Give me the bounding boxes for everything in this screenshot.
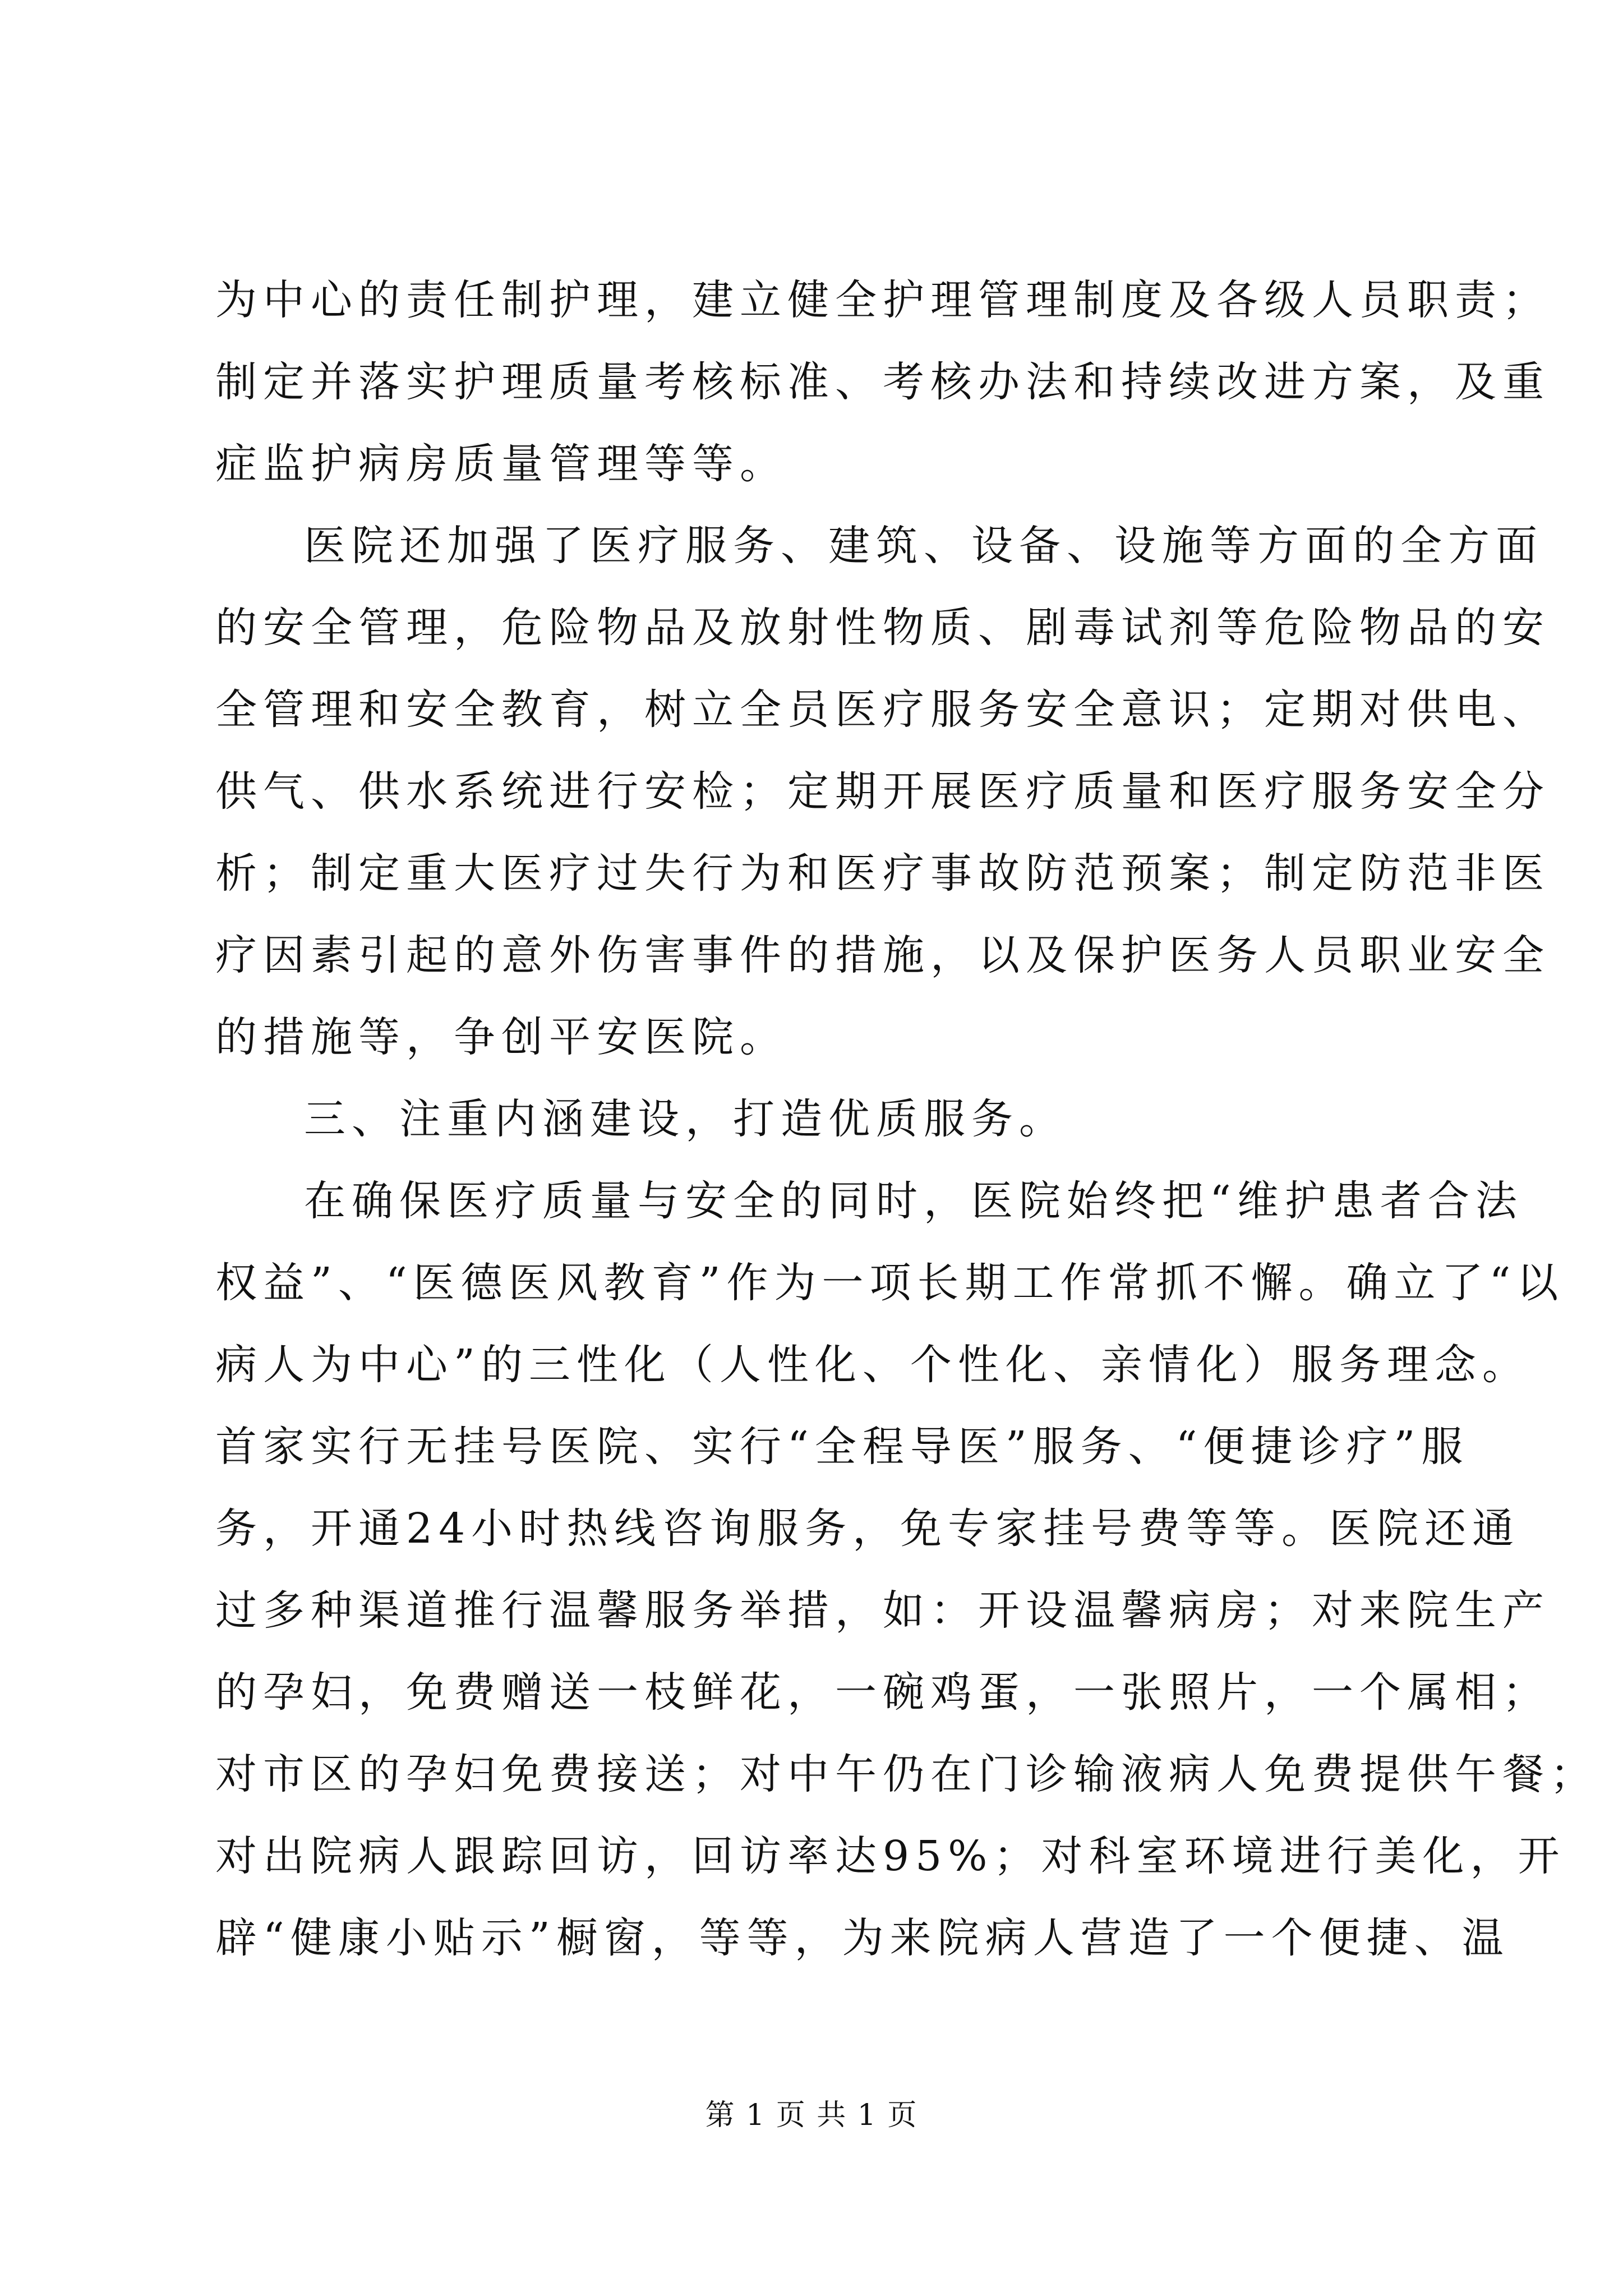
- text-line: 为中心的责任制护理，建立健全护理管理制度及各级人员职责；: [215, 276, 1550, 324]
- text-line: 的安全管理，危险物品及放射性物质、剧毒试剂等危险物品的安: [215, 604, 1550, 652]
- document-body: [215, 259, 1598, 1979]
- section-heading-three: [215, 1078, 1427, 1160]
- text-line: 过多种渠道推行温馨服务举措，如：开设温馨病房；对来院生产: [215, 1586, 1550, 1635]
- section-heading: 三、注重内涵建设，打造优质服务。: [304, 1095, 1067, 1143]
- text-line: 医院还加强了医疗服务、建筑、设备、设施等方面的全方面: [304, 522, 1543, 570]
- text-line: 病人为中心”的三性化（人性化、个性化、亲情化）服务理念。: [215, 1341, 1530, 1389]
- paragraph-nursing-system: [215, 259, 1550, 505]
- text-line: 疗因素引起的意外伤害事件的措施，以及保护医务人员职业安全: [215, 931, 1550, 979]
- text-line: 的措施等，争创平安医院。: [215, 1013, 787, 1061]
- text-line: 症监护病房质量管理等等。: [215, 440, 787, 488]
- page-footer: 第 1 页 共 1 页: [705, 2099, 918, 2132]
- paragraph-safety-management: [215, 505, 1550, 1078]
- text-line: 首家实行无挂号医院、实行“全程导医”服务、“便捷诊疗”服: [215, 1423, 1469, 1471]
- text-line: 对出院病人跟踪回访，回访率达95%；对科室环境进行美化，开: [215, 1832, 1566, 1880]
- text-line: 制定并落实护理质量考核标准、考核办法和持续改进方案，及重: [215, 358, 1550, 406]
- text-line: 权益”、“医德医风教育”作为一项长期工作常抓不懈。确立了“以: [215, 1259, 1565, 1307]
- text-line: 的孕妇，免费赠送一枝鲜花，一碗鸡蛋，一张照片，一个属相；: [215, 1668, 1550, 1717]
- text-line: 辟“健康小贴示”橱窗，等等，为来院病人营造了一个便捷、温: [215, 1914, 1510, 1962]
- text-line: 全管理和安全教育，树立全员医疗服务安全意识；定期对供电、: [215, 685, 1550, 734]
- text-line: 析；制定重大医疗过失行为和医疗事故防范预案；制定防范非医: [215, 849, 1550, 898]
- text-line: 供气、供水系统进行安检；定期开展医疗质量和医疗服务安全分: [215, 767, 1550, 816]
- text-line: 务，开通24小时热线咨询服务，免专家挂号费等等。医院还通: [215, 1504, 1520, 1553]
- paragraph-quality-service: [215, 1160, 1598, 1979]
- text-line: 在确保医疗质量与安全的同时，医院始终把“维护患者合法: [304, 1177, 1523, 1225]
- text-line: 对市区的孕妇免费接送；对中午仍在门诊输液病人免费提供午餐；: [215, 1750, 1598, 1798]
